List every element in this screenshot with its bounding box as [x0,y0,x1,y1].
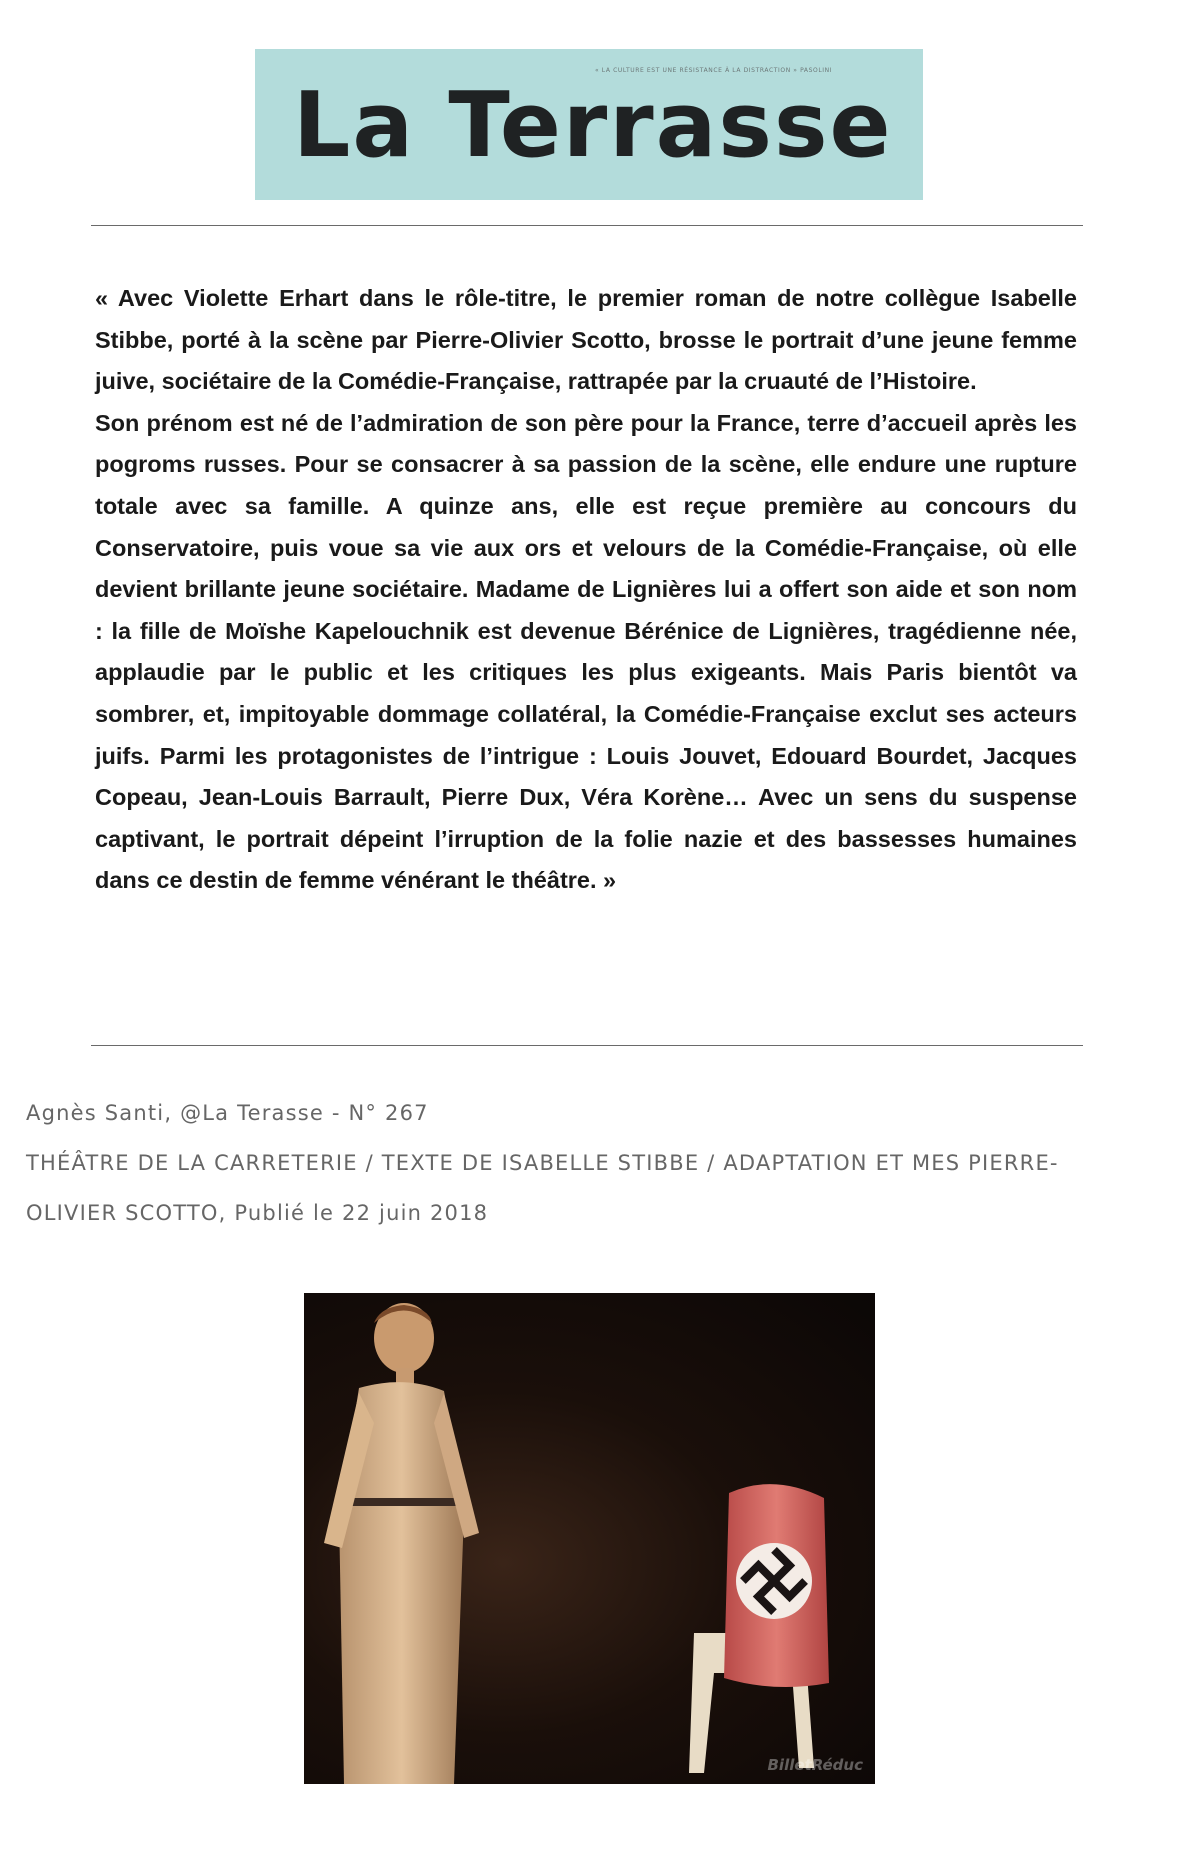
credit-author: Agnès Santi, @La Terasse - N° 267 [26,1101,429,1125]
stage-photo-illustration [304,1293,875,1784]
masthead-logo [255,49,923,200]
chair-with-flag [689,1484,829,1773]
masthead-title: La Terrasse [293,73,893,178]
actress-figure [324,1303,479,1784]
stage-photo [304,1293,875,1784]
review-quote [95,278,1077,902]
divider-bottom [91,1045,1083,1046]
article-credits [26,1088,1166,1238]
quote-paragraph-1: « Avec Violette Erhart dans le rôle-titre, le premier roman de notre collègue Isabelle Stibbe, porté à la scène par Pierre-Olivier Scotto, brosse le portrait d’une jeune femme juive, sociétaire de la Comédie-Française, rattrapée par la cruauté de l’Histoire. [95,285,1077,395]
divider-top [91,225,1083,226]
masthead-tagline: « LA CULTURE EST UNE RÉSISTANCE À LA DISTRACTION » PASOLINI [595,67,833,74]
credit-publication-date: OLIVIER SCOTTO, Publié le 22 juin 2018 [26,1201,489,1225]
credit-production-line: THÉÂTRE DE LA CARRETERIE / TEXTE DE ISABELLE STIBBE / ADAPTATION ET MES PIERRE- [26,1151,1059,1175]
quote-paragraph-2: Son prénom est né de l’admiration de son père pour la France, terre d’accueil après les pogroms russes. Pour se consacrer à sa passion de la scène, elle endure une rupture totale avec sa famille. A quinze ans, elle est reçue première au concours du Conservatoire, puis voue sa vie aux ors et velours de la Comédie-Française, où elle devient brillante jeune sociétaire. Madame de Lignières lui a offert son aide et son nom : la fille de Moïshe Kapelouchnik est devenue Bérénice de Lignières, tragédienne née, applaudie par le public et les critiques les plus exigeants. Mais Paris bientôt va sombrer, et, impitoyable dommage collatéral, la Comédie-Française exclut ses acteurs juifs. Parmi les protagonistes de l’intrigue : Louis Jouvet, Edouard Bourdet, Jacques Copeau, Jean-Louis Barrault, Pierre Dux, Véra Korène… Avec un sens du suspense captivant, le portrait dépeint l’irruption de la folie nazie et des bassesses humaines dans ce destin de femme vénérant le théâtre. » [95,409,1077,894]
photo-watermark: BilletRéduc [767,1756,863,1774]
